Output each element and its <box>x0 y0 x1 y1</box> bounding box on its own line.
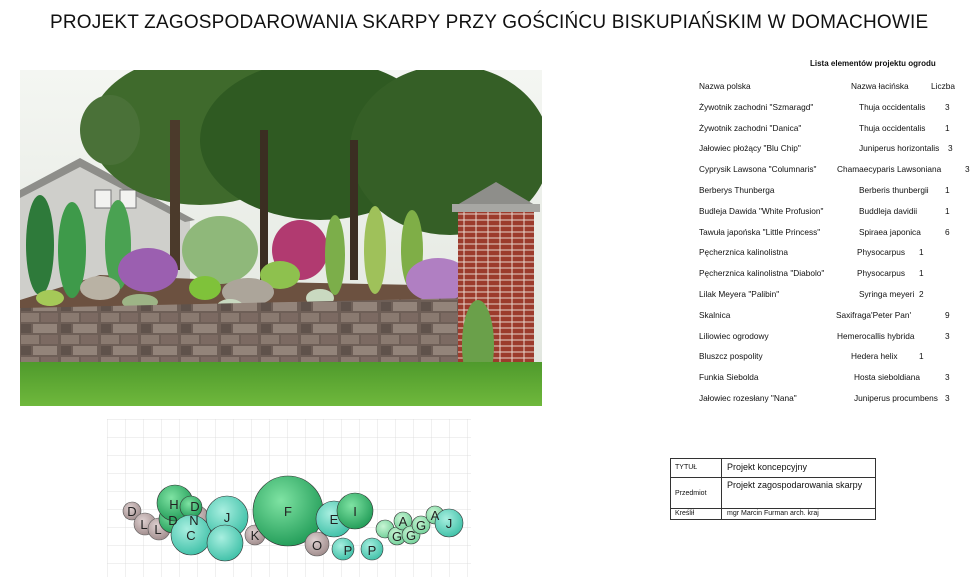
plant-row <box>699 307 979 328</box>
plan-label: K <box>250 528 260 543</box>
plan-label: A <box>398 514 408 529</box>
plant-latin-name: Juniperus horizontalis <box>859 143 940 154</box>
plant-polish-name: Liliowiec ogrodowy <box>699 330 769 341</box>
plan-label: G <box>391 529 403 544</box>
plant-row <box>699 265 979 286</box>
plant-latin-name: Spiraea japonica <box>859 226 921 237</box>
plant-latin-name: Hosta sieboldiana <box>854 372 920 383</box>
plan-label: P <box>343 543 353 558</box>
header-count: Liczba <box>931 81 955 91</box>
plant-count: 1 <box>919 247 924 258</box>
page-title: PROJEKT ZAGOSPODAROWANIA SKARPY PRZY GOŚCIŃCU BISKUPIAŃSKIM W DOMACHOWIE <box>50 12 929 33</box>
plant-polish-name: Berberys Thunberga <box>699 184 775 195</box>
plant-row <box>699 161 979 182</box>
plant-count: 6 <box>945 226 950 237</box>
plant-polish-name: Funkia Siebolda <box>699 372 759 383</box>
title-block <box>670 458 876 520</box>
plant-polish-name: Jałowiec rozesłany "Nana" <box>699 392 797 403</box>
plant-polish-name: Cyprysik Lawsona "Columnaris" <box>699 164 817 175</box>
plan-label: L <box>154 522 162 537</box>
plan-label: O <box>311 538 323 553</box>
plant-row <box>699 328 979 349</box>
plant-polish-name: Skalnica <box>699 309 731 320</box>
plant-latin-name: Juniperus procumbens <box>854 392 938 403</box>
plant-row <box>699 224 979 245</box>
title-block-value: Projekt zagospodarowania skarpy <box>727 480 863 490</box>
plant-row <box>699 244 979 265</box>
plant-polish-name: Jałowiec płożący "Blu Chip" <box>699 143 801 154</box>
title-block-row <box>671 477 875 509</box>
header-latin-name: Nazwa łacińska <box>851 81 909 91</box>
plant-count: 3 <box>948 143 953 154</box>
plant-latin-name: Hemerocallis hybrida <box>837 330 915 341</box>
plant-row <box>699 348 979 369</box>
title-block-value: mgr Marcin Furman arch. kraj <box>727 510 819 517</box>
plan-label: C <box>186 528 196 543</box>
plan-label: F <box>284 504 292 519</box>
plant-polish-name: Lilak Meyera "Palibin" <box>699 288 780 299</box>
plant-latin-name: Saxifraga'Peter Pan' <box>836 309 912 320</box>
plant-row <box>699 120 979 141</box>
plant-count: 1 <box>945 122 950 133</box>
plan-label: G <box>405 528 417 543</box>
plant-count: 2 <box>919 288 924 299</box>
plant-latin-name: Syringa meyeri <box>859 288 915 299</box>
plant-polish-name: Pęcherznica kalinolistna "Diabolo" <box>699 268 825 279</box>
plan-label: L <box>140 517 148 532</box>
plant-row <box>699 203 979 224</box>
plant-list-table <box>699 78 979 411</box>
plant-row <box>699 390 979 411</box>
plan-label: A <box>430 508 440 523</box>
header-polish-name: Nazwa polska <box>699 81 751 91</box>
plant-count: 1 <box>919 351 924 362</box>
plant-row <box>699 99 979 120</box>
plant-latin-name: Hedera helix <box>851 351 898 362</box>
plant-row <box>699 286 979 307</box>
plant-latin-name: Physocarpus <box>857 268 905 279</box>
plant-polish-name: Budleja Dawida "White Profusion" <box>699 205 824 216</box>
garden-visualization-image <box>20 70 542 406</box>
plan-label: J <box>445 516 453 531</box>
plan-label: D <box>168 513 178 528</box>
plan-label: H <box>169 497 179 512</box>
plant-latin-name: Thuja occidentalis <box>859 122 926 133</box>
title-block-row <box>671 459 875 478</box>
plant-polish-name: Tawuła japońska "Little Princess" <box>699 226 821 237</box>
plant-count: 3 <box>945 372 950 383</box>
plant-polish-name: Żywotnik zachodni "Danica" <box>699 122 802 133</box>
title-block-key: Przedmiot <box>675 490 707 497</box>
plant-latin-name: Chamaecyparis Lawsoniana <box>837 164 942 175</box>
plant-list-header <box>699 78 979 99</box>
title-block-row <box>671 509 875 520</box>
plant-count: 1 <box>945 184 950 195</box>
plan-label: J <box>223 510 231 525</box>
plant-count: 9 <box>945 309 950 320</box>
plant-polish-name: Żywotnik zachodni "Szmaragd" <box>699 101 814 112</box>
plant-count: 3 <box>965 164 970 175</box>
planting-plan <box>107 419 471 577</box>
plant-polish-name: Bluszcz pospolity <box>699 351 763 362</box>
title-block-key: TYTUŁ <box>675 464 698 471</box>
plant-count: 1 <box>945 205 950 216</box>
plant-row <box>699 182 979 203</box>
plan-label: I <box>353 504 357 519</box>
plant-polish-name: Pęcherznica kalinolistna <box>699 247 789 258</box>
plan-label: D <box>127 504 137 519</box>
plan-label: D <box>190 499 200 514</box>
planting-plan-drawing <box>107 419 471 577</box>
plan-label: G <box>415 518 427 533</box>
plant-list-title: Lista elementów projektu ogrodu <box>810 59 936 68</box>
plant-row <box>699 140 979 161</box>
title-block-key: Kreślił <box>675 510 695 517</box>
plant-latin-name: Thuja occidentalis <box>859 101 926 112</box>
plant-row <box>699 369 979 390</box>
plan-label: N <box>189 513 199 528</box>
plant-count: 3 <box>945 392 950 403</box>
plan-label: E <box>329 512 339 527</box>
plant-count: 3 <box>945 101 950 112</box>
plant-count: 3 <box>945 330 950 341</box>
plant-count: 1 <box>919 268 924 279</box>
plant-latin-name: Buddleja davidii <box>859 205 918 216</box>
plant-latin-name: Physocarpus <box>857 247 905 258</box>
plant-latin-name: Berberis thunbergii <box>859 184 929 195</box>
plan-label: P <box>367 543 377 558</box>
title-block-value: Projekt koncepcyjny <box>727 462 808 472</box>
